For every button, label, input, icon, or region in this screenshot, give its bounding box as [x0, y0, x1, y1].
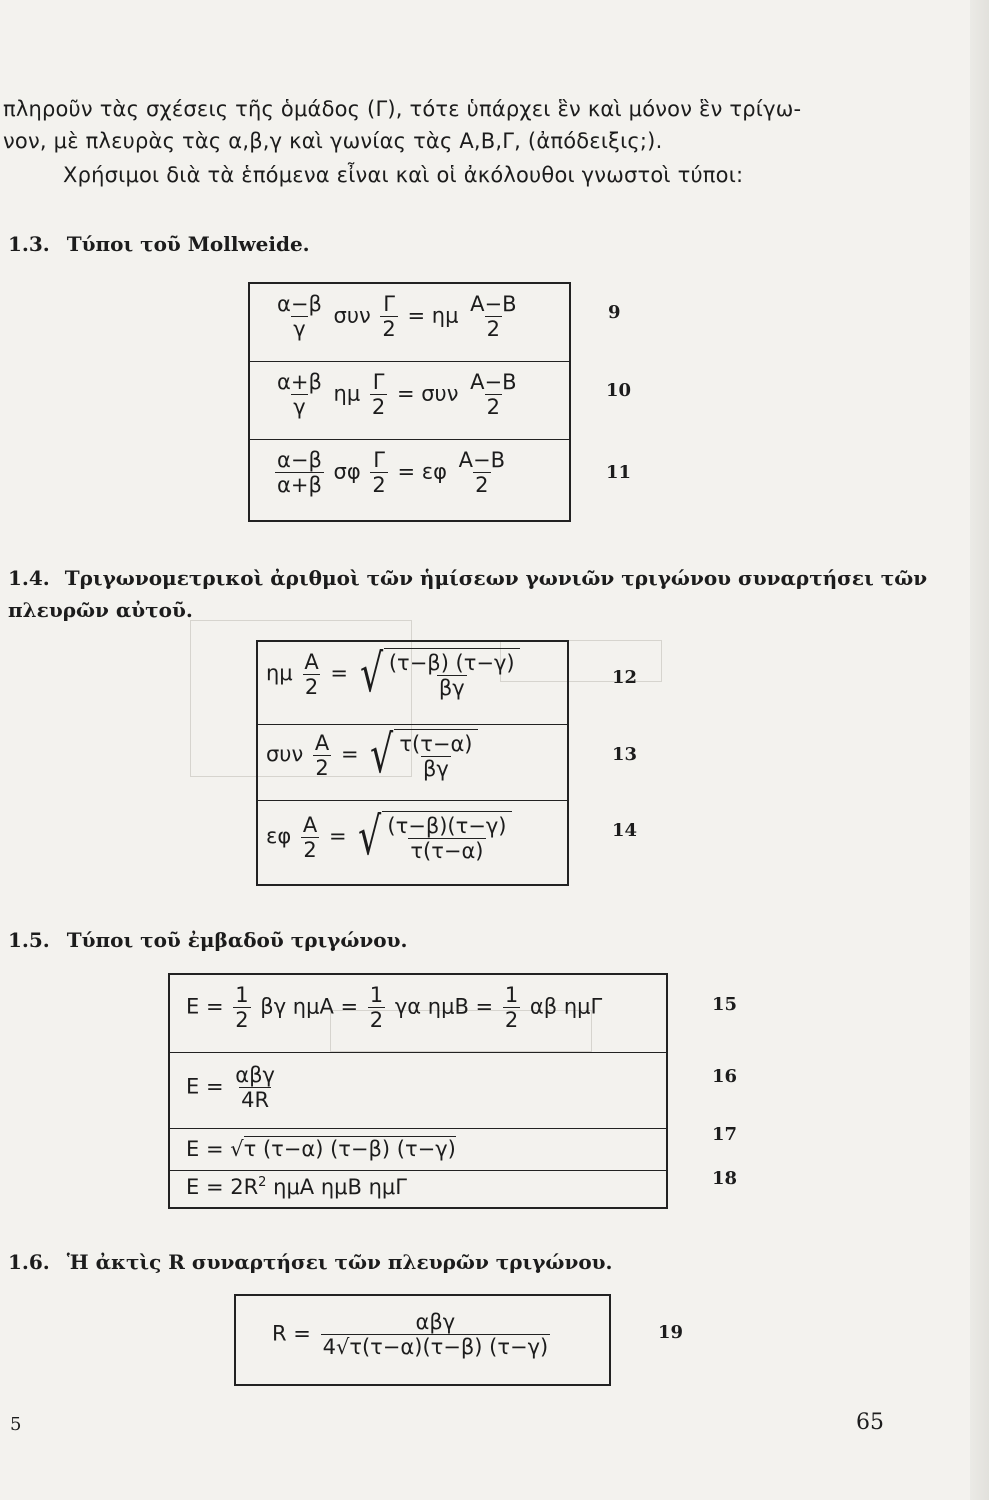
section-number: 1.3.: [8, 232, 50, 256]
sqrt-sign: √: [359, 644, 383, 704]
equation-number-10: 10: [606, 380, 632, 401]
mollweide-formula-box: [248, 282, 571, 522]
equation-number-19: 19: [658, 1322, 684, 1343]
sqrt-sign: √: [370, 725, 394, 785]
equation-number-14: 14: [612, 820, 638, 841]
area-formula-box: [168, 973, 668, 1209]
section-heading-1-4-line-2: πλευρῶν αὐτοῦ.: [8, 598, 193, 622]
section-heading-1-5: [8, 928, 407, 952]
sqrt-sign: √: [358, 807, 382, 867]
formula-16: Ε = $\frac{\text{αβγ}}{4R}$: [170, 1052, 666, 1128]
formula-10: $\frac{\alpha+\beta}{\gamma}$ ημ $\frac{\Gamma}{2}$ = συν $\frac{A-B}{2}$: [250, 361, 569, 439]
equation-number-17: 17: [712, 1124, 738, 1145]
section-number: 1.5.: [8, 928, 50, 952]
equation-number-11: 11: [606, 462, 632, 483]
equation-number-12: 12: [612, 667, 638, 688]
formula-11: $\frac{\alpha-\beta}{\alpha+\beta}$ σφ $\frac{\Gamma}{2}$ = εφ $\frac{A-B}{2}$: [250, 439, 569, 520]
section-title: Ἡ ἀκτὶς R συναρτήσει τῶν πλευρῶν τριγώνου.: [66, 1250, 613, 1274]
section-title-line-1: Τριγωνομετρικοὶ ἀριθμοὶ τῶν ἡμίσεων γωνιῶν τριγώνου συναρτήσει τῶν: [64, 566, 928, 590]
section-title: Τύποι τοῦ Mollweide.: [66, 232, 310, 256]
formula-17: Ε = √τ (τ−α) (τ−β) (τ−γ): [170, 1128, 666, 1170]
section-title: Τύποι τοῦ ἐμβαδοῦ τριγώνου.: [66, 928, 408, 952]
half-angle-formula-box: [256, 640, 569, 886]
intro-line-2: νον, μὲ πλευρὰς τὰς α,β,γ καὶ γωνίας τὰς Α,Β,Γ, (ἀπόδειξις;).: [3, 129, 663, 153]
section-number: 1.4.: [8, 566, 50, 590]
intro-line-1: πληροῦν τὰς σχέσεις τῆς ὁμάδος (Γ), τότε ὑπάρχει ἓν καὶ μόνον ἓν τρίγω-: [3, 97, 802, 121]
section-number: 1.6.: [8, 1250, 50, 1274]
section-heading-1-6: [8, 1250, 613, 1274]
page-number: 65: [856, 1410, 884, 1435]
formula-19: R = $\frac{\text{αβγ}}{4√\tau(\tau-\alpha)(\tau-\beta) (\tau-\gamma)}$: [272, 1310, 549, 1359]
formula-9: $\frac{\alpha-\beta}{\gamma}$ συν $\frac{\Gamma}{2}$ = ημ $\frac{A-B}{2}$: [277, 292, 517, 341]
formula-12: ημ $\frac{A}{2}$ = √ $\frac{(\tau-\beta) (\tau-\gamma)}{\beta\gamma}$: [258, 642, 567, 724]
formula-13: συν $\frac{A}{2}$ = √ $\frac{\tau(\tau-\alpha)}{\beta\gamma}$: [258, 724, 567, 800]
section-heading-1-3: [8, 232, 310, 256]
section-heading-1-4: [8, 566, 927, 590]
sqrt-sign: √: [335, 1335, 350, 1359]
formula-18: $E = 2R^2$ ημΑ ημΒ ημΓ: [170, 1170, 666, 1207]
formula-14: εφ $\frac{A}{2}$ = √ $\frac{(\tau-\beta)(\tau-\gamma)}{\tau(\tau-\alpha)}$: [258, 800, 567, 884]
footer-signature-mark: 5: [10, 1414, 22, 1435]
sqrt-sign: √: [230, 1137, 244, 1161]
intro-line-3: Χρήσιμοι διὰ τὰ ἑπόμενα εἶναι καὶ οἱ ἀκόλουθοι γνωστοὶ τύποι:: [63, 163, 744, 187]
equation-number-13: 13: [612, 744, 638, 765]
equation-number-18: 18: [712, 1168, 738, 1189]
formula-15: Ε = $\frac{1}{2}$ βγ ημΑ = $\frac{1}{2}$ γα ημΒ = $\frac{1}{2}$ αβ ημΓ: [186, 983, 603, 1032]
equation-number-15: 15: [712, 994, 738, 1015]
circumradius-formula-box: [234, 1294, 611, 1386]
equation-number-9: 9: [608, 302, 621, 323]
equation-number-16: 16: [712, 1066, 738, 1087]
page-edge: [970, 0, 989, 1500]
